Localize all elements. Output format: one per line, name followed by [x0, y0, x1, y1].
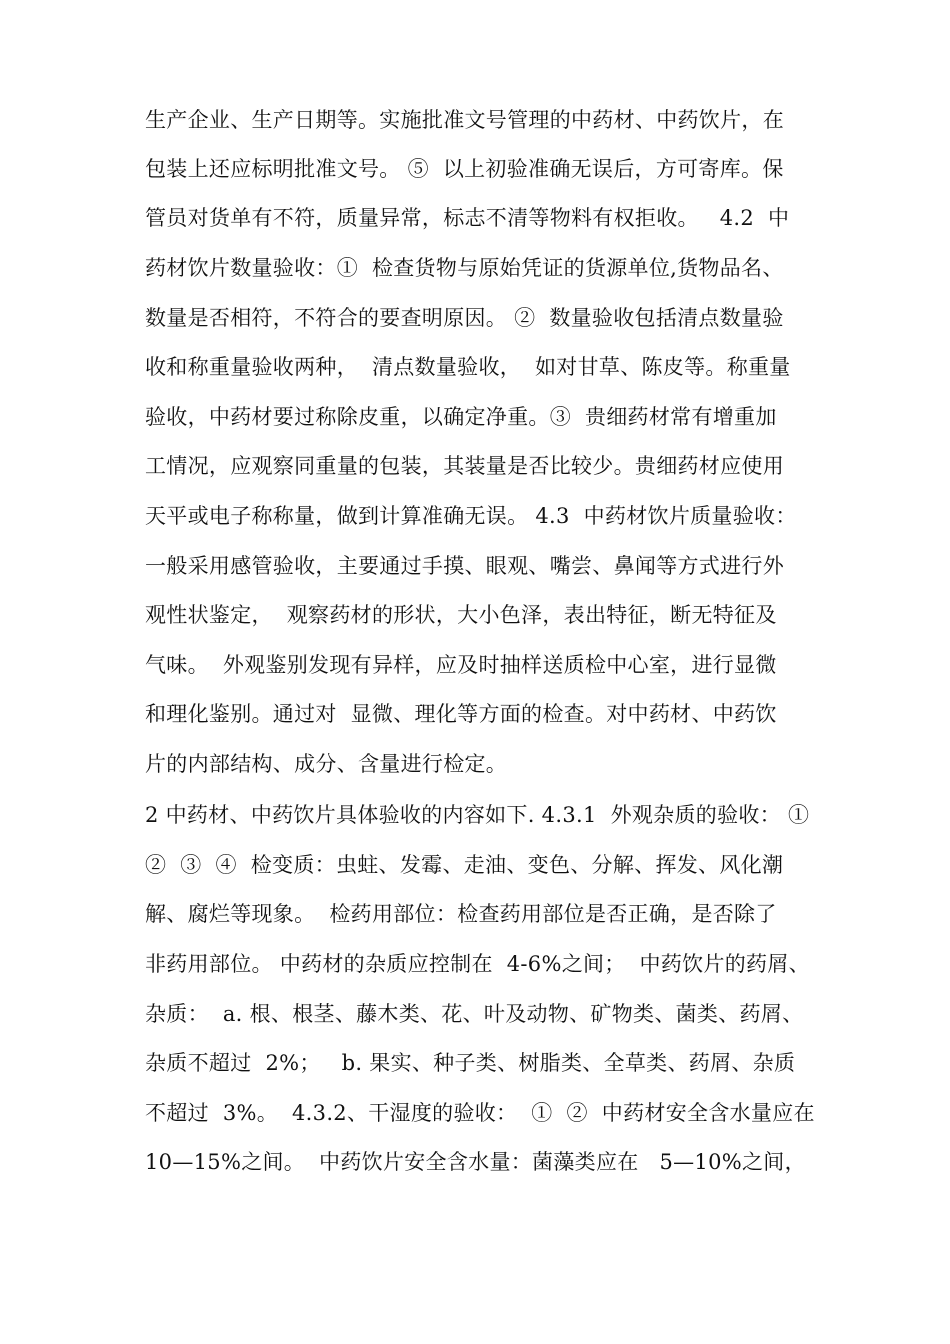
text-line: 工情况，应观察同重量的包装，其装量是否比较少。贵细药材应使用	[145, 454, 784, 478]
text-line: 观性状鉴定， 观察药材的形状，大小色泽，表出特征，断无特征及	[145, 603, 777, 627]
text-line: 生产企业、生产日期等。实施批准文号管理的中药材、中药饮片，在	[145, 108, 784, 132]
text-line: 验收，中药材要过称除皮重，以确定净重。③ 贵细药材常有增重加	[145, 405, 777, 429]
text-line: 数量是否相符，不符合的要查明原因。 ② 数量验收包括清点数量验	[145, 306, 784, 330]
text-line: 收和称重量验收两种， 清点数量验收， 如对甘草、陈皮等。称重量	[145, 355, 791, 379]
text-line: 非药用部位。 中药材的杂质应控制在 4-6%之间； 中药饮片的药屑、	[145, 952, 810, 976]
text-line: 杂质不超过 2%； b. 果实、种子类、树脂类、全草类、药屑、杂质	[145, 1051, 796, 1075]
text-line: 包装上还应标明批准文号。 ⑤ 以上初验准确无误后，方可寄库。保	[145, 157, 784, 181]
text-line: 杂质： a. 根、根茎、藤木类、花、叶及动物、矿物类、菌类、药屑、	[145, 1002, 804, 1026]
text-line: 和理化鉴别。通过对 显微、理化等方面的检查。对中药材、中药饮	[145, 702, 777, 726]
text-line: 管员对货单有不符，质量异常，标志不清等物料有权拒收。 4.2 中	[145, 206, 790, 230]
text-line: 不超过 3%。 4.3.2、干湿度的验收： ① ② 中药材安全含水量应在	[145, 1101, 815, 1125]
text-line: 气味。 外观鉴别发现有异样，应及时抽样送质检中心室，进行显微	[145, 653, 777, 677]
text-line: 解、腐烂等现象。 检药用部位：检查药用部位是否正确，是否除了	[145, 902, 777, 926]
text-line: 一般采用感管验收，主要通过手摸、眼观、嘴尝、鼻闻等方式进行外	[145, 554, 784, 578]
text-line: 药材饮片数量验收：① 检查货物与原始凭证的货源单位,货物品名、	[145, 256, 784, 280]
text-line: ② ③ ④ 检变质：虫蛀、发霉、走油、变色、分解、挥发、风化潮	[145, 853, 784, 877]
text-line: 2 中药材、中药饮片具体验收的内容如下. 4.3.1 外观杂质的验收： ①	[145, 803, 810, 827]
text-line: 10—15%之间。 中药饮片安全含水量：菌藻类应在 5—10%之间，	[145, 1150, 806, 1174]
text-line: 天平或电子称称量，做到计算准确无误。 4.3 中药材饮片质量验收：	[145, 504, 797, 528]
text-line: 片的内部结构、成分、含量进行检定。	[145, 752, 508, 776]
